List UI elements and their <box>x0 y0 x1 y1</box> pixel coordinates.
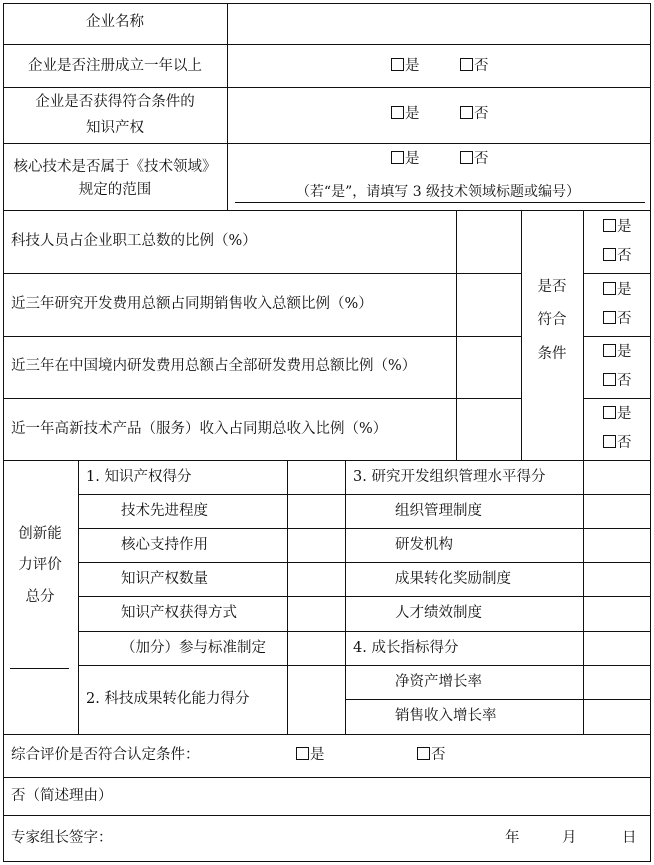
checkbox-core-tech-no[interactable] <box>460 150 489 168</box>
checkbox-label: 是 <box>405 58 420 74</box>
checkbox-icon <box>603 248 616 261</box>
rule-h4 <box>3 210 651 211</box>
innovation-title-line2: 力评价 <box>18 557 62 573</box>
checkbox-ratio4-yes[interactable] <box>603 405 632 423</box>
rule-v-top <box>227 3 228 210</box>
rule-h2 <box>3 87 651 88</box>
rule-h1 <box>3 44 651 45</box>
innovation-title-line1: 创新能 <box>18 526 62 542</box>
growth-item-1: 净资产增长率 <box>395 674 482 690</box>
rule-title-underline <box>10 668 69 669</box>
rule-l2 <box>78 528 345 529</box>
ratio-item-1: 科技人员占企业职工总数的比例（%） <box>11 233 257 249</box>
checkbox-icon <box>603 435 616 448</box>
rule-l4 <box>78 596 345 597</box>
checkbox-overall-yes[interactable] <box>296 746 325 764</box>
checkbox-ratio1-yes[interactable] <box>603 218 632 236</box>
label-registered-one-year: 企业是否注册成立一年以上 <box>28 58 202 74</box>
date-year: 年 <box>505 830 520 846</box>
rule-h6 <box>3 734 651 735</box>
checkbox-label: 是 <box>617 344 632 360</box>
transfer-score-heading: 2. 科技成果转化能力得分 <box>86 691 250 707</box>
checkbox-icon <box>296 747 309 760</box>
meets-condition-line3: 条件 <box>537 346 567 362</box>
checkbox-icon <box>603 373 616 386</box>
checkbox-label: 是 <box>617 219 632 235</box>
rule-v-inn1 <box>78 460 79 734</box>
rule-v-inn4 <box>583 460 584 734</box>
rule-r3 <box>345 562 651 563</box>
checkbox-label: 否 <box>474 106 489 122</box>
rule-l3 <box>78 562 345 563</box>
border-bottom <box>3 861 651 862</box>
ip-item-3: 知识产权数量 <box>121 571 208 587</box>
rule-l6 <box>78 665 345 666</box>
label-ip-line2: 知识产权 <box>86 120 144 136</box>
rule-v-inn3 <box>345 460 346 734</box>
checkbox-label: 是 <box>617 282 632 298</box>
checkbox-ratio1-no[interactable] <box>603 247 632 265</box>
checkbox-core-tech-yes[interactable] <box>391 150 420 168</box>
ip-item-4: 知识产权获得方式 <box>121 605 237 621</box>
border-right <box>650 3 651 861</box>
reason-label: 否（简述理由） <box>11 788 113 804</box>
checkbox-icon <box>391 58 404 71</box>
checkbox-icon <box>391 106 404 119</box>
rule-ratio-2b <box>583 336 651 337</box>
growth-score-heading: 4. 成长指标得分 <box>353 640 459 656</box>
rule-h3 <box>3 143 651 144</box>
checkbox-icon <box>460 106 473 119</box>
rd-item-2: 研发机构 <box>395 537 453 553</box>
checkbox-registered-yes[interactable] <box>391 57 420 75</box>
checkbox-ratio3-no[interactable] <box>603 372 632 390</box>
rule-r6 <box>345 665 651 666</box>
checkbox-label: 否 <box>617 435 632 451</box>
label-core-tech-line1: 核心技术是否属于《技术领域》 <box>13 159 217 175</box>
rule-ratio-3 <box>3 398 521 399</box>
ratio-item-3: 近三年在中国境内研发费用总额占全部研发费用总额比例（%） <box>11 358 417 374</box>
checkbox-ratio3-yes[interactable] <box>603 343 632 361</box>
rule-v-ratio3 <box>583 210 584 460</box>
checkbox-label: 是 <box>405 151 420 167</box>
checkbox-icon <box>603 219 616 232</box>
rule-h8 <box>3 815 651 816</box>
rule-r5 <box>345 631 651 632</box>
checkbox-label: 否 <box>617 311 632 327</box>
rd-item-3: 成果转化奖励制度 <box>395 571 511 587</box>
checkbox-label: 否 <box>617 373 632 389</box>
rd-score-heading: 3. 研究开发组织管理水平得分 <box>353 469 546 485</box>
rule-ratio-3b <box>583 398 651 399</box>
checkbox-icon <box>603 311 616 324</box>
core-tech-note: （若“是”，请填写 3 级技术领域标题或编号） <box>295 184 581 200</box>
signature-label: 专家组长签字： <box>11 830 113 846</box>
checkbox-icon <box>460 151 473 164</box>
label-ip-line1: 企业是否获得符合条件的 <box>35 94 195 110</box>
checkbox-label: 是 <box>405 106 420 122</box>
rule-v-inn2 <box>287 460 288 734</box>
ratio-item-2: 近三年研究开发费用总额占同期销售收入总额比例（%） <box>11 296 373 312</box>
rule-r1 <box>345 494 651 495</box>
innovation-title-line3: 总分 <box>25 589 55 605</box>
checkbox-label: 否 <box>617 248 632 264</box>
rule-r4 <box>345 596 651 597</box>
rd-item-4: 人才绩效制度 <box>395 605 482 621</box>
checkbox-icon <box>417 747 430 760</box>
border-top <box>3 3 651 4</box>
growth-item-2: 销售收入增长率 <box>395 708 497 724</box>
rule-ratio-1b <box>583 273 651 274</box>
checkbox-ip-no[interactable] <box>460 105 489 123</box>
checkbox-registered-no[interactable] <box>460 57 489 75</box>
rd-item-1: 组织管理制度 <box>395 503 482 519</box>
label-core-tech-line2: 规定的范围 <box>78 182 152 198</box>
date-day: 日 <box>622 830 637 846</box>
rule-r2 <box>345 528 651 529</box>
rule-r7 <box>345 699 651 700</box>
ip-item-1: 技术先进程度 <box>121 503 208 519</box>
checkbox-icon <box>603 282 616 295</box>
checkbox-ratio2-no[interactable] <box>603 310 632 328</box>
ip-item-2: 核心支持作用 <box>121 537 208 553</box>
border-left <box>3 3 4 861</box>
checkbox-ratio2-yes[interactable] <box>603 281 632 299</box>
overall-label: 综合评价是否符合认定条件： <box>11 747 200 763</box>
checkbox-icon <box>603 344 616 357</box>
note-underline <box>235 202 645 203</box>
ratio-item-4: 近一年高新技术产品（服务）收入占同期总收入比例（%） <box>11 421 388 437</box>
checkbox-overall-no[interactable] <box>417 746 446 764</box>
ip-item-5: （加分）参与标准制定 <box>121 640 266 656</box>
rule-h5 <box>3 460 651 461</box>
checkbox-icon <box>603 406 616 419</box>
meets-condition-line1: 是否 <box>537 279 567 295</box>
checkbox-label: 否 <box>474 151 489 167</box>
checkbox-label: 是 <box>617 406 632 422</box>
rule-l1 <box>78 494 345 495</box>
checkbox-icon <box>391 151 404 164</box>
rule-v-ratio2 <box>521 210 522 460</box>
checkbox-ratio4-no[interactable] <box>603 434 632 452</box>
rule-h7 <box>3 777 651 778</box>
checkbox-label: 是 <box>310 747 325 763</box>
checkbox-label: 否 <box>431 747 446 763</box>
rule-l5 <box>78 631 345 632</box>
checkbox-icon <box>460 58 473 71</box>
rule-v-ratio1 <box>456 210 457 460</box>
rule-ratio-2 <box>3 336 521 337</box>
checkbox-label: 否 <box>474 58 489 74</box>
meets-condition-line2: 符合 <box>537 312 567 328</box>
checkbox-ip-yes[interactable] <box>391 105 420 123</box>
rule-ratio-1 <box>3 273 521 274</box>
ip-score-heading: 1. 知识产权得分 <box>86 469 192 485</box>
date-month: 月 <box>562 830 577 846</box>
label-company-name: 企业名称 <box>86 14 144 30</box>
